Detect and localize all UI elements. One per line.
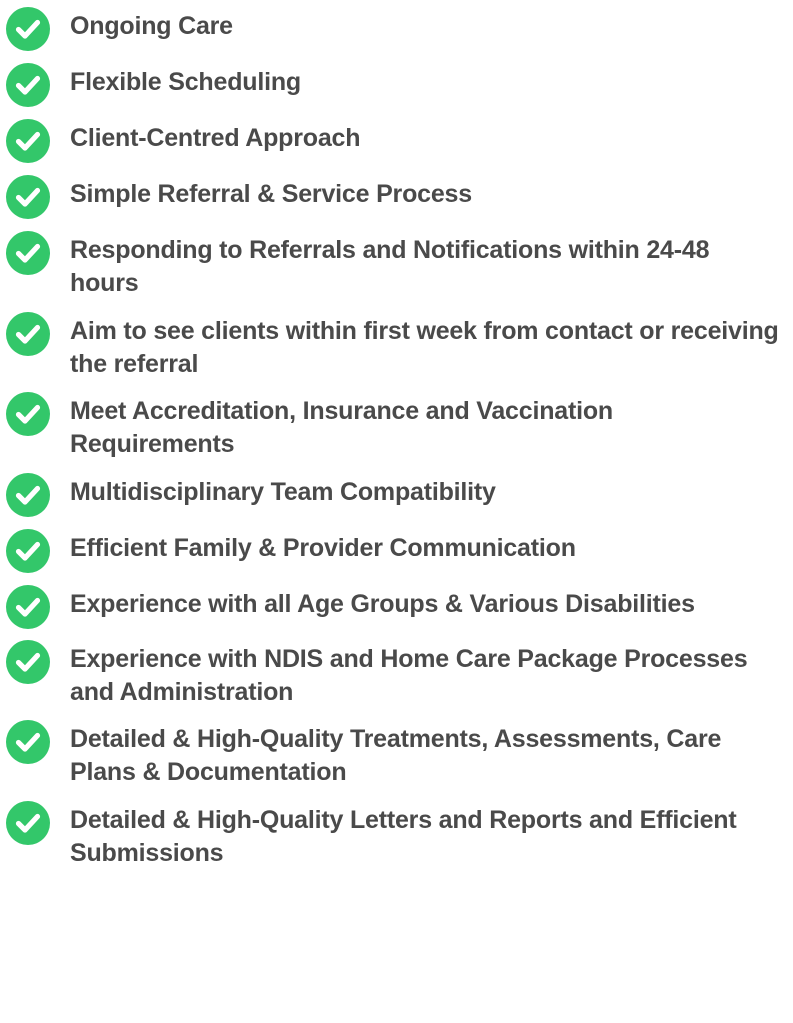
list-item-label: Multidisciplinary Team Compatibility	[70, 477, 496, 506]
check-circle-icon	[6, 312, 50, 356]
list-item	[6, 311, 783, 382]
check-circle-icon	[6, 529, 50, 573]
list-item	[6, 230, 783, 301]
list-item	[6, 174, 783, 219]
list-item	[6, 472, 783, 517]
check-circle-icon	[6, 640, 50, 684]
list-item	[6, 584, 783, 629]
check-circle-icon	[6, 175, 50, 219]
list-item-label: Responding to Referrals and Notifications within 24-48 hours	[70, 236, 710, 298]
check-circle-icon	[6, 231, 50, 275]
list-item	[6, 62, 783, 107]
list-item-label: Efficient Family & Provider Communication	[70, 533, 576, 562]
list-item	[6, 391, 783, 462]
list-item-label: Ongoing Care	[70, 12, 233, 40]
check-circle-icon	[6, 7, 50, 51]
list-item	[6, 6, 783, 51]
check-circle-icon	[6, 392, 50, 436]
check-circle-icon	[6, 720, 50, 764]
list-item	[6, 639, 783, 710]
list-item-label: Detailed & High-Quality Treatments, Assessments, Care Plans & Documentation	[70, 725, 722, 787]
list-item-label: Flexible Scheduling	[70, 68, 301, 96]
list-item-label: Experience with all Age Groups & Various Disabilities	[70, 589, 695, 618]
check-circle-icon	[6, 119, 50, 163]
list-item	[6, 800, 783, 871]
check-circle-icon	[6, 801, 50, 845]
check-circle-icon	[6, 585, 50, 629]
check-circle-icon	[6, 63, 50, 107]
list-item	[6, 118, 783, 163]
list-item	[6, 719, 783, 790]
list-item-label: Client-Centred Approach	[70, 124, 361, 152]
list-item-label: Meet Accreditation, Insurance and Vaccination Requirements	[70, 397, 614, 459]
list-item-label: Aim to see clients within first week from contact or receiving the referral	[70, 316, 779, 378]
list-item-label: Experience with NDIS and Home Care Package Processes and Administration	[70, 644, 748, 706]
list-item	[6, 528, 783, 573]
check-circle-icon	[6, 473, 50, 517]
list-item-label: Detailed & High-Quality Letters and Reports and Efficient Submissions	[70, 805, 737, 867]
list-item-label: Simple Referral & Service Process	[70, 180, 472, 208]
